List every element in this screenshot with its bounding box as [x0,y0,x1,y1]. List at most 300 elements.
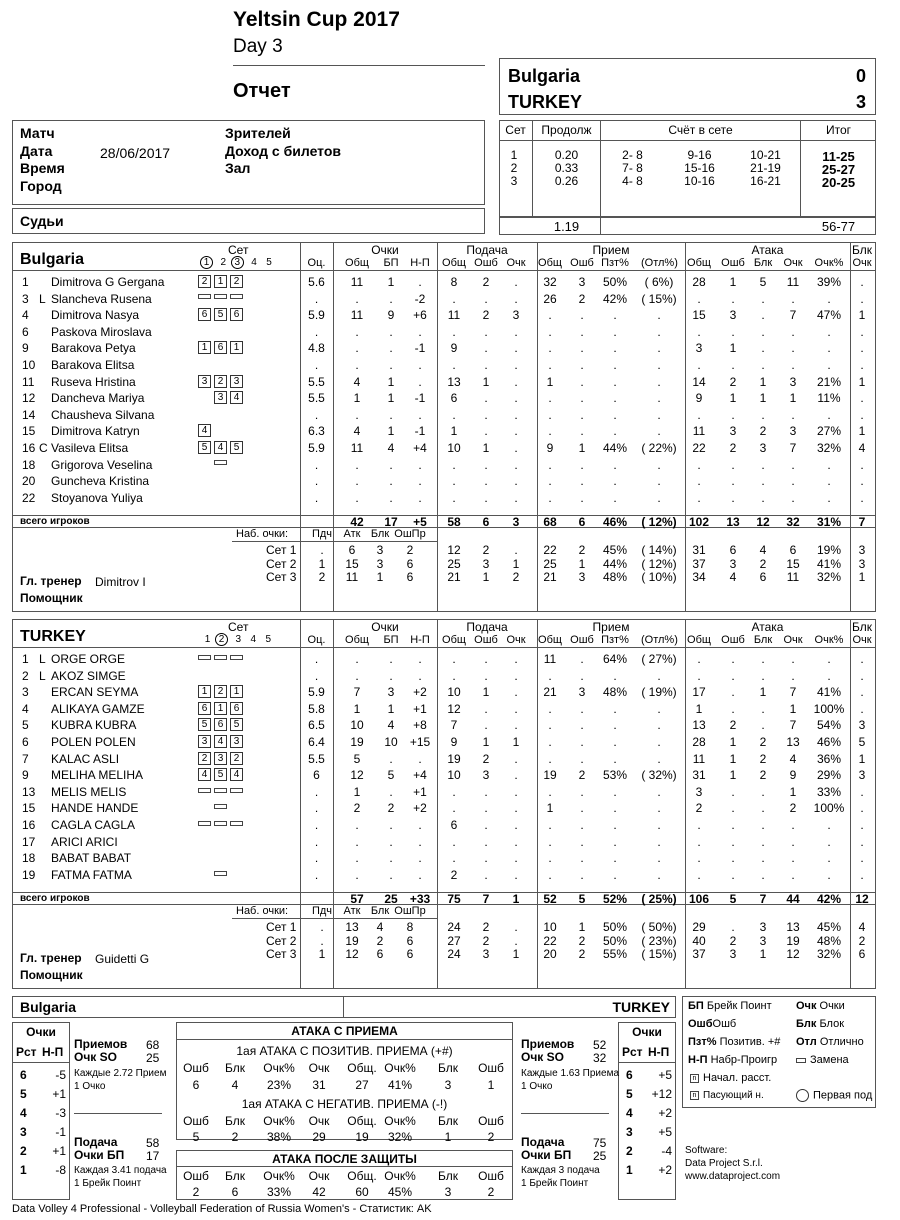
set-row-label: Сет 2 [266,556,297,571]
stat-cell: 2 [318,570,326,584]
attack-header: Ошб [478,1114,504,1128]
legend-key: Ошб [688,1018,713,1030]
player-number: 19 [22,867,36,882]
stat-cell: 20 [543,947,557,961]
stat-cell: . [827,324,831,339]
player-rating: 5.8 [308,701,325,716]
stat-cell: . [548,701,552,716]
attack-value: 32% [387,1130,413,1144]
stat-cell: . [389,751,393,766]
legend-start: n Начал. расст. [690,1072,771,1084]
stat-cell: . [514,818,518,832]
serve-ratio-note: 1 Брейк Поинт [74,1178,142,1189]
stat-cell: 2 [729,441,737,455]
breakpoint-label: Очки БП [521,1148,572,1162]
stat-cell: . [761,851,765,866]
stat-cell: 19 [543,768,557,783]
stat-cell: 44% [602,556,628,571]
stat-cell: . [514,324,518,339]
total-cell: 75 [447,892,461,906]
stat-cell: 1 [789,784,797,799]
stat-cell: . [697,324,701,339]
total-cell: 3 [512,515,520,529]
rotation-points: -5 [55,1068,66,1082]
player-rating: 6.5 [308,718,325,733]
stat-cell: . [389,341,393,356]
stat-cell: . [548,784,552,799]
team-name: TURKEY [20,628,86,645]
stat-cell: . [484,818,488,832]
stat-cell: 4 [376,920,384,934]
player-rating: 6.3 [308,424,325,439]
stat-cell: 10 [543,920,557,934]
stat-cell: . [613,718,617,733]
serve-label: Подача [74,1135,118,1149]
player-number: 2 [22,668,29,683]
stat-cell: . [761,407,765,422]
stat-cell: . [613,735,617,749]
stat-cell: 4 [858,920,866,934]
player-rating: 6.4 [308,735,325,749]
stat-cell: 15 [786,556,800,571]
divider [232,541,437,542]
stat-cell: 3 [729,308,737,323]
rotation-header: Очки [632,1025,662,1039]
stat-cell: 1 [858,374,866,389]
player-rating: 4.8 [308,341,325,356]
stat-cell: . [761,834,765,849]
stat-cell: . [484,834,488,849]
attack-header: Блк [438,1114,458,1128]
stat-cell: . [548,308,552,323]
stat-cell: . [860,834,864,849]
stat-cell: 36% [816,751,842,766]
stat-cell: . [389,291,393,306]
attack-value: 2 [231,1130,239,1144]
attack-header: Атака [751,620,784,634]
total-cell: 25 [384,892,398,906]
block-header: Блк [852,243,872,257]
total-cell: ( 25%) [641,892,677,906]
stat-cell: . [657,867,661,882]
stat-cell: 31 [692,768,706,783]
attack-value: 4 [231,1078,239,1092]
stat-cell: . [860,685,864,700]
stat-cell: . [731,818,735,832]
attack-value: 42 [312,1185,326,1199]
stat-cell: . [452,474,456,489]
stat-cell: 29 [692,920,706,934]
stat-cell: . [657,668,661,683]
stat-cell: 11 [786,275,800,289]
player-name: Barakova Elitsa [51,358,135,372]
stat-cell: . [731,291,735,306]
attack-header: Общ. [347,1061,377,1075]
stat-cell: . [860,851,864,866]
software-label: Software: [685,1145,728,1156]
stat-cell: 1 [482,374,490,389]
assistant-label: Помощник [20,591,83,605]
sideout-value: 25 [146,1051,160,1065]
stat-cell: . [860,784,864,799]
stat-cell: . [389,324,393,339]
stat-cell: . [613,834,617,849]
stat-cell: . [860,341,864,356]
stat-cell: 19 [447,751,461,766]
player-rating: 5.9 [308,308,325,323]
set-number: 2 [510,161,518,175]
player-name: Ruseva Hristina [51,374,136,389]
stat-cell: . [355,474,359,489]
stat-cell: . [580,851,584,866]
stat-cell: 4 [387,718,395,733]
attack-header: Очк [308,1114,330,1128]
column-header: Очк [506,257,526,269]
stat-cell: . [389,851,393,866]
stat-cell: . [791,474,795,489]
stat-cell: 10 [447,441,461,455]
player-set-positions: 2 1 2 [198,275,246,288]
attack-header: Блк [438,1061,458,1075]
stat-cell: . [580,818,584,832]
player-name: Vasileva Elitsa [51,441,129,455]
stat-cell: 50% [602,275,628,289]
stat-cell: . [548,391,552,406]
report-title: Отчет [233,80,291,102]
stat-cell: . [761,457,765,472]
stat-cell: ( 15%) [641,947,677,961]
stat-cell: ( 27%) [641,652,677,666]
stat-cell: 13 [692,718,706,733]
stat-cell: 45% [816,920,842,934]
stat-cell: 2 [695,801,703,816]
stat-cell: 2 [482,751,490,766]
stat-cell: 32 [543,275,557,289]
legend-setter: n Пасующий н. [690,1090,764,1101]
stat-cell: ( 32%) [641,768,677,783]
stat-cell: 4 [353,374,361,389]
attack-header: Очк% [263,1169,295,1183]
total-label: всего игроков [20,516,90,527]
partial-score: 10-16 [684,174,715,188]
total-cell: 106 [688,892,710,906]
player-role: L [39,291,46,306]
player-name: Dimitrova Katryn [51,424,140,439]
software-url: www.dataproject.com [685,1171,781,1182]
stat-cell: 5 [387,768,395,783]
stat-cell: . [731,701,735,716]
partial-score: 4- 8 [622,174,643,188]
player-number: 1 [22,652,29,666]
rating-header: Оц. [307,634,326,646]
stat-cell: . [355,834,359,849]
attack-header: Очк% [384,1169,416,1183]
divider [600,217,601,235]
total-result: 56-77 [821,219,856,234]
stat-cell: . [657,818,661,832]
stat-cell: 2 [578,291,586,306]
stat-cell: 7 [789,718,797,733]
stat-cell: 2 [759,424,767,439]
stat-cell: . [452,457,456,472]
stat-cell: ( 10%) [641,570,677,584]
stat-cell: . [860,407,864,422]
stat-cell: . [731,358,735,372]
stat-cell: . [580,457,584,472]
stat-cell: . [514,768,518,783]
stat-cell: 1 [512,556,520,571]
attack-header: Ошб [183,1061,209,1075]
earned-points-header: Блк [370,528,390,540]
total-cell: 6 [578,515,586,529]
stat-cell: 33% [816,784,842,799]
player-number: 7 [22,751,29,766]
stat-cell: . [613,668,617,683]
points-header: Очки [371,243,399,257]
attack-header: Общ. [347,1114,377,1128]
player-rating: . [314,457,319,472]
stat-cell: . [791,341,795,356]
stat-cell: . [580,407,584,422]
stat-cell: . [514,920,518,934]
rotation-sub: Н-П [42,1045,64,1059]
stat-cell: 24 [447,947,461,961]
stat-cell: 42% [602,291,628,306]
legend-key: Очк [796,1000,817,1012]
player-rating: . [314,490,319,505]
divider [12,270,876,271]
stat-cell: . [827,457,831,472]
stat-cell: . [389,867,393,882]
stat-cell: . [418,668,422,683]
total-cell: 5 [729,892,737,906]
stat-cell: 27 [447,933,461,948]
total-cell: 5 [578,892,586,906]
stat-cell: . [484,867,488,882]
stat-cell: 21 [447,570,461,584]
stat-cell: . [484,291,488,306]
stat-cell: . [657,374,661,389]
points-header: Очки [371,620,399,634]
stat-cell: 12 [345,947,359,961]
column-header: Ошб [474,257,498,269]
player-number: 1 [22,275,29,289]
player-set-positions [198,868,230,879]
referees-label: Судьи [20,213,64,229]
total-cell: 12 [756,515,770,529]
stat-cell: 2 [759,735,767,749]
stat-cell: 3 [482,947,490,961]
earned-points-header: Пдч [311,528,333,540]
stat-cell: . [548,718,552,733]
partial-score: 15-16 [684,161,715,175]
stat-cell: 2 [353,801,361,816]
divider [176,1166,513,1167]
player-role: L [39,668,46,683]
divider [499,140,876,141]
set-row-label: Сет 3 [266,570,297,584]
stat-cell: 13 [345,920,359,934]
attack-value: 6 [192,1078,200,1092]
player-name: Paskova Miroslava [51,324,152,339]
column-header: Очк [783,257,803,269]
stat-cell: . [580,668,584,683]
stat-cell: . [484,652,488,666]
rotation-header: Очки [26,1025,56,1039]
attack-value: 27 [355,1078,369,1092]
column-header: Очк [506,634,526,646]
stat-cell: 22 [692,441,706,455]
stat-cell: 3 [376,556,384,571]
stat-cell: . [514,474,518,489]
stat-cell: 46% [816,735,842,749]
player-set-positions: 3 4 3 [198,735,246,748]
stat-cell: . [613,374,617,389]
column-header: Общ [687,257,711,269]
stat-cell: . [418,490,422,505]
stat-cell: . [860,291,864,306]
earned-points-label: Наб. очки: [236,528,289,540]
negative-attack-title: 1ая АТАКА С НЕГАТИВ. ПРИЕМА (-!) [241,1097,448,1111]
stat-cell: 9 [450,735,458,749]
legend-err: ОшбОшб [688,1018,737,1030]
stat-cell: . [580,735,584,749]
stat-cell: 2 [406,543,414,557]
stat-cell: 1 [858,570,866,584]
duration-header: Продолж [541,123,592,137]
stat-cell: 2 [482,933,490,948]
referees-box [12,208,485,234]
column-header: Ошб [570,634,594,646]
column-header: Общ [538,634,562,646]
player-name: ORGE ORGE [51,652,126,666]
stat-cell: . [657,801,661,816]
stat-cell: . [657,751,661,766]
stat-cell: . [514,784,518,799]
player-name: Chausheva Silvana [51,407,155,422]
stat-cell: 37 [692,947,706,961]
set-number: 1 [510,148,518,162]
stat-cell: 10 [384,735,398,749]
player-rating: 6 [313,768,320,783]
starting-lineup-icon: n [690,1074,699,1083]
stat-cell: . [389,457,393,472]
total-cell: ( 12%) [641,515,677,529]
divider [618,1062,676,1063]
stat-cell: 3 [858,718,866,733]
stat-cell: 22 [543,933,557,948]
player-name: ALIKAYA GAMZE [51,701,145,716]
stat-cell: . [731,784,735,799]
breakpoint-value: 25 [593,1149,607,1163]
stat-cell: . [731,324,735,339]
stat-cell: . [484,851,488,866]
attack-value: 6 [231,1185,239,1199]
stat-cell: . [514,358,518,372]
player-rating: 5.9 [308,441,325,455]
stat-cell: 6 [858,947,866,961]
stat-cell: +8 [413,718,427,733]
divider [521,1113,609,1114]
stat-cell: 6 [729,543,737,557]
stat-cell: 100% [813,701,845,716]
stat-cell: 4 [387,441,395,455]
stat-cell: 6 [759,570,767,584]
stat-cell: 4 [353,424,361,439]
stat-cell: . [418,652,422,666]
stat-cell: . [514,457,518,472]
stat-cell: . [452,324,456,339]
stat-cell: . [484,801,488,816]
player-set-positions [198,818,246,829]
set-row-label: Сет 1 [266,543,297,557]
stat-cell: 19 [786,933,800,948]
stat-cell: . [697,291,701,306]
set-header: Сет [228,243,249,257]
stat-cell: 1 [482,735,490,749]
divider [74,1113,162,1114]
stat-cell: 2 [482,920,490,934]
stat-cell: . [452,668,456,683]
stat-cell: . [731,457,735,472]
stat-cell: . [657,474,661,489]
attack-header: Ошб [183,1169,209,1183]
legend-key: Пзт% [688,1036,717,1048]
player-name: Dancheva Mariya [51,391,145,406]
stat-cell: . [355,358,359,372]
column-header: Блк [753,257,773,269]
stat-cell: 1 [353,701,361,716]
stat-cell: 19 [345,933,359,948]
player-rating: 5.9 [308,685,325,700]
stat-cell: . [697,851,701,866]
set-header: Сет [505,123,526,137]
stat-cell: 1 [353,784,361,799]
set-result: 25-27 [821,162,856,177]
stat-cell: +1 [413,701,427,716]
attack-header: Ошб [183,1114,209,1128]
rotation-points: +12 [651,1087,672,1101]
attack-value: 2 [487,1185,495,1199]
stat-cell: 9 [695,391,703,406]
player-number: 16 [22,818,36,832]
stat-cell: . [355,291,359,306]
stat-cell: 15 [345,556,359,571]
reception-label: Приемов [521,1037,575,1051]
rotation-sub: Рст [16,1045,37,1059]
stat-cell: . [580,751,584,766]
stat-cell: . [731,668,735,683]
attack-header: Очк [308,1169,330,1183]
divider [232,918,437,919]
player-name: Grigorova Veselina [51,457,153,472]
player-name: Dimitrova G Gergana [51,275,165,289]
stat-cell: . [452,490,456,505]
stat-cell: . [613,867,617,882]
player-set-positions: 5 6 5 [198,718,246,731]
stat-cell: . [697,457,701,472]
stat-cell: . [484,784,488,799]
date-label: Дата [20,143,53,159]
player-rating: 5.5 [308,374,325,389]
stat-cell: 6 [376,947,384,961]
total-cell: 102 [688,515,710,529]
serve-value: 58 [146,1136,160,1150]
attack-header: Очк% [384,1061,416,1075]
stat-cell: . [580,701,584,716]
earned-points-label: Наб. очки: [236,905,289,917]
stat-cell: . [580,784,584,799]
